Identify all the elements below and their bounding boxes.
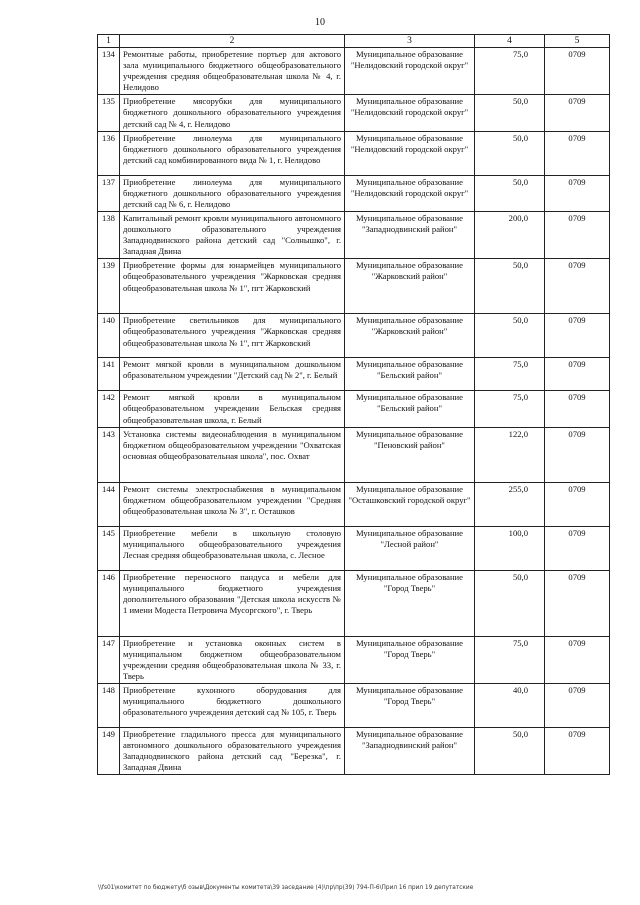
row-code: 0709 [545, 131, 610, 175]
row-code: 0709 [545, 211, 610, 258]
row-number: 139 [98, 259, 120, 314]
row-amount: 50,0 [475, 570, 545, 636]
row-description: Приобретение светильников для муниципального общеобразовательного учреждения "Жарковская средняя общеобразовательная школа № 1", пгт Жарковский [120, 314, 345, 358]
table-row [98, 259, 610, 314]
row-municipality: Муниципальное образование "Бельский район" [345, 391, 475, 427]
row-municipality: Муниципальное образование "Город Тверь" [345, 683, 475, 727]
table-row [98, 427, 610, 482]
row-municipality: Муниципальное образование "Западнодвинский район" [345, 727, 475, 774]
row-description: Приобретение линолеума для муниципального бюджетного дошкольного образовательного учреждения детский сад комбинированного вида № 1, г. Нелидово [120, 131, 345, 175]
table-row [98, 526, 610, 570]
row-amount: 75,0 [475, 48, 545, 95]
row-description: Приобретение кухонного оборудования для муниципального бюджетного дошкольного образовательного учреждения детский сад № 105, г. Тверь [120, 683, 345, 727]
table-row [98, 636, 610, 683]
row-description: Ремонт системы электроснабжения в муниципальном бюджетном общеобразовательном учреждении "Средняя общеобразовательная школа № 3", г. Осташков [120, 482, 345, 526]
row-description: Приобретение гладильного пресса для муниципального автономного дошкольного образовательного учреждения Западнодвинского района детский сад "Березка", г. Западная Двина [120, 727, 345, 774]
row-code: 0709 [545, 48, 610, 95]
header-col-4: 4 [475, 35, 545, 48]
row-number: 145 [98, 526, 120, 570]
row-municipality: Муниципальное образование "Пеновский район" [345, 427, 475, 482]
row-amount: 50,0 [475, 131, 545, 175]
table-row [98, 727, 610, 774]
row-municipality: Муниципальное образование "Город Тверь" [345, 570, 475, 636]
header-col-3: 3 [345, 35, 475, 48]
row-code: 0709 [545, 95, 610, 131]
row-description: Ремонт мягкой кровли в муниципальном общеобразовательном учреждении Бельская средняя общеобразовательная школа, г. Белый [120, 391, 345, 427]
table-row [98, 95, 610, 131]
row-number: 148 [98, 683, 120, 727]
row-code: 0709 [545, 391, 610, 427]
row-code: 0709 [545, 427, 610, 482]
table-row [98, 391, 610, 427]
row-number: 136 [98, 131, 120, 175]
row-description: Приобретение и установка оконных систем в муниципальном бюджетном общеобразовательном учреждении средняя общеобразовательная школа № 33, г. Тверь [120, 636, 345, 683]
row-code: 0709 [545, 259, 610, 314]
row-description: Приобретение формы для юнармейцев муниципального общеобразовательного учреждения "Жарковская средняя общеобразовательная школа № 1", пгт Жарковский [120, 259, 345, 314]
row-number: 140 [98, 314, 120, 358]
table-row [98, 48, 610, 95]
table-row [98, 683, 610, 727]
row-amount: 40,0 [475, 683, 545, 727]
row-municipality: Муниципальное образование "Жарковский район" [345, 314, 475, 358]
table-body [98, 48, 610, 775]
row-municipality: Муниципальное образование "Нелидовский городской округ" [345, 95, 475, 131]
table-row [98, 570, 610, 636]
row-amount: 75,0 [475, 391, 545, 427]
row-municipality: Муниципальное образование "Жарковский район" [345, 259, 475, 314]
row-code: 0709 [545, 727, 610, 774]
header-col-5: 5 [545, 35, 610, 48]
row-code: 0709 [545, 175, 610, 211]
row-code: 0709 [545, 570, 610, 636]
row-amount: 122,0 [475, 427, 545, 482]
row-number: 137 [98, 175, 120, 211]
row-description: Ремонт мягкой кровли в муниципальном дошкольном образовательном учреждении "Детский сад № 2", г. Белый [120, 358, 345, 391]
row-number: 141 [98, 358, 120, 391]
row-municipality: Муниципальное образование "Город Тверь" [345, 636, 475, 683]
row-municipality: Муниципальное образование "Нелидовский городской округ" [345, 48, 475, 95]
allocation-table [97, 34, 610, 775]
row-number: 135 [98, 95, 120, 131]
row-code: 0709 [545, 636, 610, 683]
row-code: 0709 [545, 683, 610, 727]
row-description: Приобретение мясорубки для муниципального бюджетного дошкольного образовательного учреждения детский сад № 4, г. Нелидово [120, 95, 345, 131]
table-header [98, 35, 610, 48]
row-code: 0709 [545, 482, 610, 526]
row-municipality: Муниципальное образование "Нелидовский городской округ" [345, 131, 475, 175]
table-row [98, 211, 610, 258]
table-row [98, 314, 610, 358]
row-number: 142 [98, 391, 120, 427]
row-description: Капитальный ремонт кровли муниципального автономного дошкольного образовательного учреждения Западнодвинского района детский сад "Солнышко", г. Западная Двина [120, 211, 345, 258]
row-municipality: Муниципальное образование "Лесной район" [345, 526, 475, 570]
row-amount: 255,0 [475, 482, 545, 526]
row-amount: 200,0 [475, 211, 545, 258]
row-description: Ремонтные работы, приобретение портьер для актового зала муниципального бюджетного общеобразовательного учреждения средняя общеобразовательная школа № 4, г. Нелидово [120, 48, 345, 95]
row-amount: 50,0 [475, 175, 545, 211]
row-number: 146 [98, 570, 120, 636]
row-number: 143 [98, 427, 120, 482]
row-number: 147 [98, 636, 120, 683]
row-municipality: Муниципальное образование "Осташковский городской округ" [345, 482, 475, 526]
row-amount: 75,0 [475, 636, 545, 683]
row-municipality: Муниципальное образование "Нелидовский городской округ" [345, 175, 475, 211]
row-code: 0709 [545, 358, 610, 391]
table-row [98, 358, 610, 391]
row-description: Приобретение переносного пандуса и мебели для муниципального бюджетного учреждения дополнительного образования "Детская школа искусств № 1 имени Модеста Петровича Мусоргского", г. Тверь [120, 570, 345, 636]
row-code: 0709 [545, 526, 610, 570]
row-description: Приобретение линолеума для муниципального бюджетного дошкольного образовательного учреждения детский сад № 6, г. Нелидово [120, 175, 345, 211]
row-amount: 100,0 [475, 526, 545, 570]
row-municipality: Муниципальное образование "Западнодвинский район" [345, 211, 475, 258]
row-code: 0709 [545, 314, 610, 358]
page-number: 10 [315, 17, 325, 28]
row-number: 149 [98, 727, 120, 774]
row-description: Приобретение мебели в школьную столовую муниципального общеобразовательного учреждения Лесная средняя общеобразовательная школа, с. Лесное [120, 526, 345, 570]
header-col-2: 2 [120, 35, 345, 48]
row-amount: 50,0 [475, 95, 545, 131]
row-number: 134 [98, 48, 120, 95]
row-amount: 50,0 [475, 727, 545, 774]
row-description: Установка системы видеонаблюдения в муниципальном бюджетном общеобразовательном учреждении "Охватская основная общеобразовательная школа", пос. Охват [120, 427, 345, 482]
table-row [98, 131, 610, 175]
row-amount: 50,0 [475, 259, 545, 314]
table-row [98, 175, 610, 211]
row-municipality: Муниципальное образование "Бельский район" [345, 358, 475, 391]
header-col-1: 1 [98, 35, 120, 48]
row-amount: 50,0 [475, 314, 545, 358]
row-number: 144 [98, 482, 120, 526]
row-number: 138 [98, 211, 120, 258]
row-amount: 75,0 [475, 358, 545, 391]
table-row [98, 482, 610, 526]
footer-file-path: \\fs01\комитет по бюджету\б озыв\Документы комитета\39 заседание (4)\пр\пр(39) 794-П-6\Прил 16 прил 19 депутатские [98, 885, 474, 891]
